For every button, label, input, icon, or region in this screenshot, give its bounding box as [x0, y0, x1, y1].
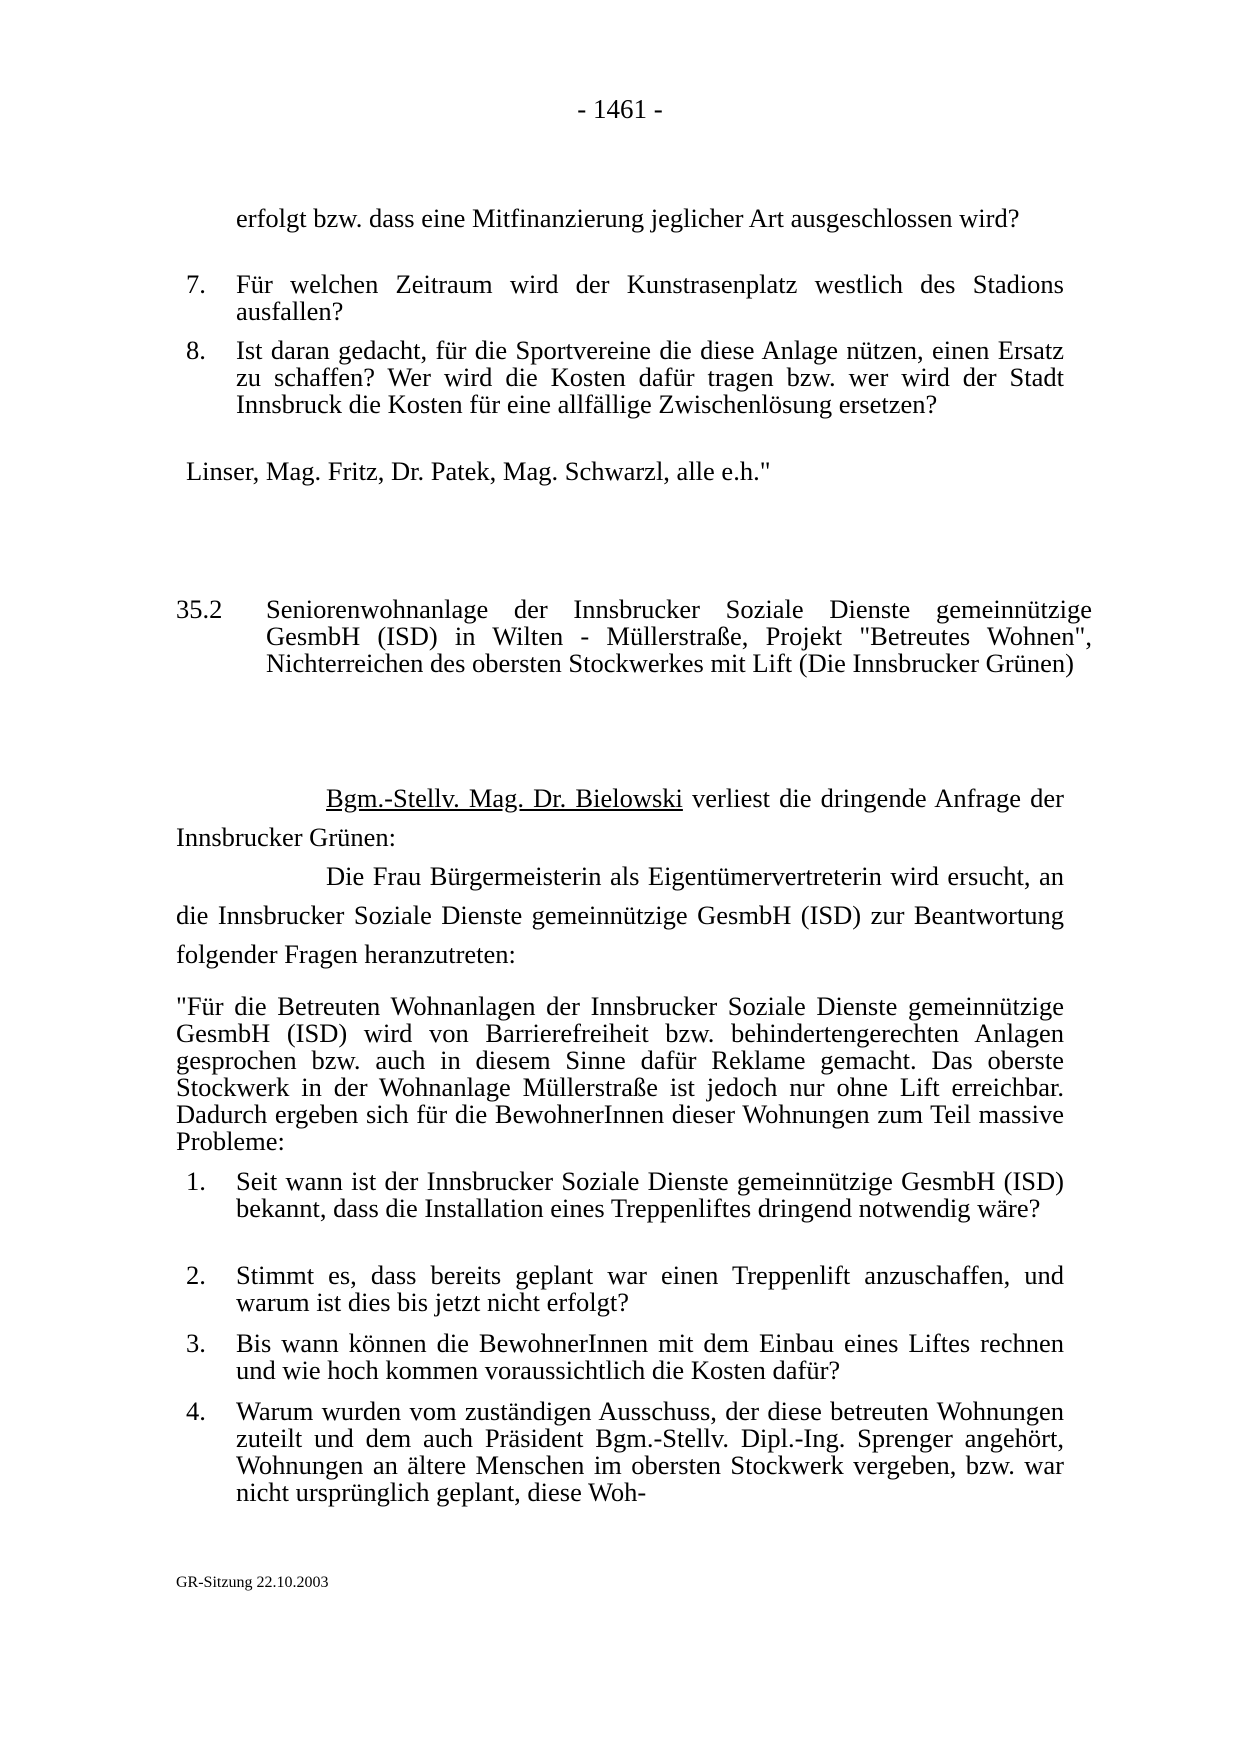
list-item-text: Stimmt es, dass bereits geplant war einen Treppenlift anzuschaffen, und warum ist dies bis jetzt nicht erfolgt? — [236, 1260, 1064, 1317]
request-text: Die Frau Bürgermeisterin als Eigentümervertreterin wird ersucht, an die Innsbrucker Soziale Dienste gemeinnützige GesmbH (ISD) zur Beantwortung folgender Fragen heranzutreten: — [176, 861, 1064, 969]
reader-name: Bgm.-Stellv. Mag. Dr. Bielowski — [326, 783, 683, 813]
list-item-text: Seit wann ist der Innsbrucker Soziale Dienste gemeinnützige GesmbH (ISD) bekannt, dass die Installation eines Treppenliftes dringend notwendig wäre? — [236, 1166, 1064, 1223]
signers: Linser, Mag. Fritz, Dr. Patek, Mag. Schwarzl, alle e.h." — [186, 456, 771, 486]
agenda-item-title: Seniorenwohnanlage der Innsbrucker Soziale Dienste gemeinnützige GesmbH (ISD) in Wilten - Müllerstraße, Projekt "Betreutes Wohnen", Nichterreichen des obersten Stockwerkes mit Lift (Die Innsbrucker Grünen) — [266, 594, 1092, 678]
list-item-text: Warum wurden vom zuständigen Ausschuss, der diese betreuten Wohnungen zuteilt und dem auch Präsident Bgm.-Stellv. Dipl.-Ing. Sprenger angehört, Wohnungen an ältere Menschen im obersten Stockwerk vergeben, bzw. war nicht ursprünglich geplant, diese Woh- — [236, 1396, 1064, 1507]
list-item-number: 7. — [186, 269, 206, 299]
list-item-number: 2. — [186, 1260, 206, 1290]
list-item-number: 3. — [186, 1328, 206, 1358]
list-item-number: 8. — [186, 335, 206, 365]
list-item-text: Für welchen Zeitraum wird der Kunstrasenplatz westlich des Stadions ausfallen? — [236, 269, 1064, 326]
agenda-item-number: 35.2 — [176, 594, 223, 624]
reader-text: verliest die dringende Anfrage der Innsbrucker Grünen: — [176, 783, 1064, 852]
request-paragraph — [176, 857, 1064, 974]
page-number: - 1461 - — [577, 94, 663, 124]
quote-intro: "Für die Betreuten Wohnanlagen der Innsbrucker Soziale Dienste gemeinnützige GesmbH (ISD) wird von Barrierefreiheit bzw. behindertengerechten Anlagen gesprochen bzw. auch in diesem Sinne dafür Reklame gemacht. Das oberste Stockwerk in der Wohnanlage Müllerstraße ist jedoch nur ohne Lift erreichbar. Dadurch ergeben sich für die BewohnerInnen dieser Wohnungen zum Teil massive Probleme: — [176, 991, 1064, 1156]
reading-paragraph — [176, 779, 1064, 857]
list-item-number: 4. — [186, 1396, 206, 1426]
list-item-number: 1. — [186, 1166, 206, 1196]
list-item-text: Ist daran gedacht, für die Sportvereine die diese Anlage nützen, einen Ersatz zu schaffen? Wer wird die Kosten dafür tragen bzw. wer wird der Stadt Innsbruck die Kosten für eine allfällige Zwischenlösung ersetzen? — [236, 335, 1064, 419]
continuation-text: erfolgt bzw. dass eine Mitfinanzierung jeglicher Art ausgeschlossen wird? — [236, 203, 1020, 233]
footer-session-date: GR-Sitzung 22.10.2003 — [176, 1574, 329, 1591]
list-item-text: Bis wann können die BewohnerInnen mit dem Einbau eines Liftes rechnen und wie hoch kommen voraussichtlich die Kosten dafür? — [236, 1328, 1064, 1385]
